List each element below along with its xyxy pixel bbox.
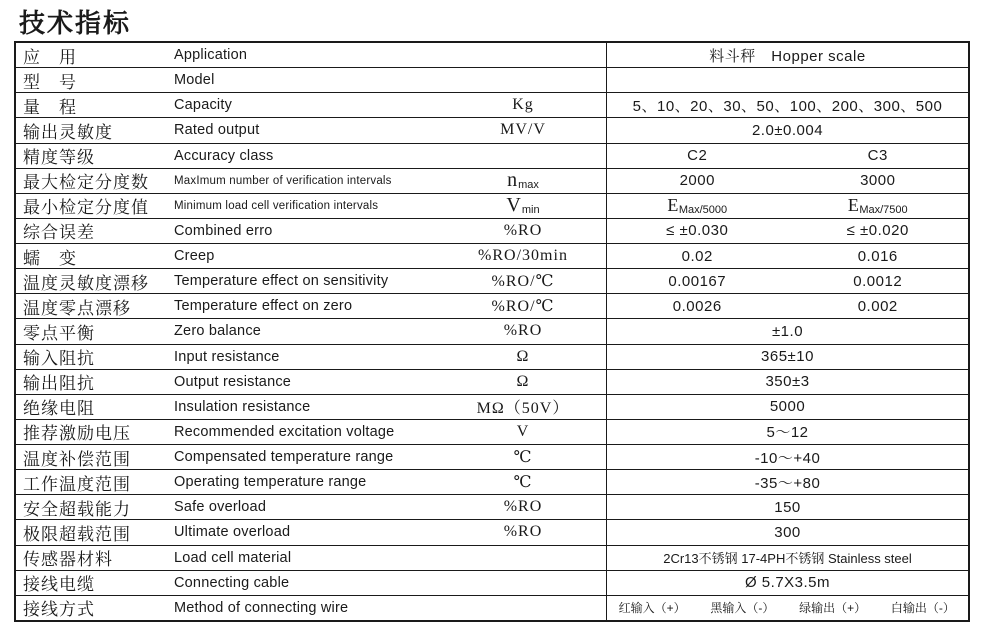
table-row-19 bbox=[16, 519, 968, 544]
table-row-10 bbox=[16, 293, 968, 318]
spec-name-en: MaxImum number of verification intervals bbox=[174, 174, 392, 187]
spec-name-en: Operating temperature range bbox=[174, 474, 367, 491]
spec-unit: ℃ bbox=[513, 474, 533, 492]
spec-name-cn: 输入阻抗 bbox=[23, 349, 95, 369]
table-row-11 bbox=[16, 318, 968, 343]
table-row-14 bbox=[16, 394, 968, 419]
value-cell: 0.00167 bbox=[668, 272, 727, 290]
table-row-8 bbox=[16, 243, 968, 268]
spec-unit: %RO bbox=[503, 498, 543, 516]
spec-unit bbox=[440, 194, 606, 218]
symbol-subscript: max bbox=[518, 178, 539, 191]
spec-unit: MΩ（50V） bbox=[476, 400, 570, 418]
table-row-17 bbox=[16, 469, 968, 494]
value-cell: 350±3 bbox=[765, 373, 810, 391]
spec-unit: %RO bbox=[503, 322, 543, 340]
spec-name-cn: 最小检定分度值 bbox=[23, 198, 149, 218]
spec-name-cn: 综合误差 bbox=[23, 223, 95, 243]
value-cell: 5000 bbox=[769, 398, 806, 416]
spec-name-en: Temperature effect on zero bbox=[174, 298, 353, 315]
table-row-12 bbox=[16, 344, 968, 369]
spec-table bbox=[14, 41, 970, 622]
spec-name-cn: 温度零点漂移 bbox=[23, 298, 131, 318]
spec-value-group bbox=[606, 571, 968, 595]
value-cell: 料斗秤 Hopper scale bbox=[709, 47, 866, 65]
spec-name-cn: 型 号 bbox=[23, 72, 77, 92]
value-cell: C3 bbox=[867, 147, 888, 165]
spec-name-en: Load cell material bbox=[174, 549, 292, 566]
spec-value-group bbox=[606, 420, 968, 444]
spec-name-en: Model bbox=[174, 72, 215, 89]
spec-name-en: Method of connecting wire bbox=[174, 599, 349, 616]
spec-unit: Ω bbox=[516, 347, 530, 365]
spec-value-group bbox=[606, 319, 968, 343]
value-cell: 0.002 bbox=[857, 297, 898, 315]
spec-name-cn: 工作温度范围 bbox=[23, 474, 131, 494]
value-cell bbox=[607, 194, 788, 218]
spec-value-group bbox=[606, 43, 968, 67]
spec-name-cn: 温度灵敏度漂移 bbox=[23, 273, 149, 293]
spec-name-cn: 安全超载能力 bbox=[23, 499, 131, 519]
table-row-18 bbox=[16, 494, 968, 519]
spec-unit: Ω bbox=[516, 372, 530, 390]
spec-unit bbox=[440, 596, 606, 620]
spec-name-cn: 应 用 bbox=[23, 47, 77, 67]
spec-name-cn: 精度等级 bbox=[23, 148, 95, 168]
value-cell: -10～+40 bbox=[754, 449, 821, 467]
spec-unit bbox=[440, 571, 606, 595]
value-cell: 黑输入（-） bbox=[710, 601, 775, 616]
value-cell: ±1.0 bbox=[771, 322, 804, 340]
spec-value-group bbox=[606, 546, 968, 570]
spec-name-en: Temperature effect on sensitivity bbox=[174, 273, 389, 290]
value-cell: 150 bbox=[774, 498, 801, 516]
table-row-13 bbox=[16, 369, 968, 394]
spec-name-cn: 输出阻抗 bbox=[23, 374, 95, 394]
spec-name-cn: 蠕 变 bbox=[23, 248, 77, 268]
spec-unit bbox=[440, 144, 606, 168]
spec-unit: MV/V bbox=[500, 121, 546, 139]
spec-name-cn: 输出灵敏度 bbox=[23, 122, 113, 142]
spec-name-en: Application bbox=[174, 47, 248, 64]
spec-unit: %RO/℃ bbox=[491, 298, 555, 316]
spec-name-en: Output resistance bbox=[174, 373, 292, 390]
value-cell: 2000 bbox=[679, 172, 715, 190]
spec-unit bbox=[440, 43, 606, 67]
value-cell: 0.016 bbox=[857, 247, 898, 265]
value-cell bbox=[607, 68, 968, 92]
spec-value-group bbox=[606, 445, 968, 469]
spec-value-group bbox=[606, 395, 968, 419]
symbol-main: n bbox=[507, 169, 519, 192]
table-row-9 bbox=[16, 268, 968, 293]
value-cell: ≤ ±0.030 bbox=[666, 222, 729, 240]
symbol-subscript: Max/7500 bbox=[859, 203, 908, 216]
spec-name-cn: 零点平衡 bbox=[23, 323, 95, 343]
spec-name-en: Insulation resistance bbox=[174, 398, 311, 415]
value-cell: 2.0±0.004 bbox=[751, 121, 824, 139]
value-cell: 365±10 bbox=[761, 348, 814, 366]
table-row-20 bbox=[16, 545, 968, 570]
spec-name-en: Compensated temperature range bbox=[174, 449, 394, 466]
spec-value-group bbox=[606, 345, 968, 369]
table-row-5 bbox=[16, 168, 968, 193]
spec-unit: %RO bbox=[503, 221, 543, 239]
value-cell: 红输入（+） bbox=[618, 601, 686, 616]
value-cell bbox=[788, 194, 969, 218]
value-cell: C2 bbox=[687, 147, 708, 165]
spec-value-group bbox=[606, 118, 968, 142]
table-row-1 bbox=[16, 67, 968, 92]
spec-name-en: Creep bbox=[174, 248, 215, 265]
page-title: 技术指标 bbox=[19, 9, 132, 39]
spec-name-cn: 量 程 bbox=[23, 97, 77, 117]
spec-name-en: Ultimate overload bbox=[174, 524, 291, 541]
spec-value-group bbox=[606, 219, 968, 243]
value-cell: 0.0012 bbox=[853, 272, 903, 290]
spec-value-group bbox=[606, 495, 968, 519]
value-cell: 2Cr13不锈钢 17-4PH不锈钢 Stainless steel bbox=[663, 551, 912, 567]
value-cell: 0.02 bbox=[681, 247, 713, 265]
value-cell: -35～+80 bbox=[754, 474, 821, 492]
spec-value-group bbox=[606, 596, 968, 620]
table-row-0 bbox=[16, 43, 968, 67]
spec-name-en: Minimum load cell verification intervals bbox=[174, 199, 379, 212]
spec-value-group bbox=[606, 194, 968, 218]
table-row-7 bbox=[16, 218, 968, 243]
spec-name-en: Input resistance bbox=[174, 348, 280, 365]
table-row-21 bbox=[16, 570, 968, 595]
symbol-main: E bbox=[847, 195, 860, 216]
spec-value-group bbox=[606, 370, 968, 394]
value-cell: Ø 5.7X3.5m bbox=[744, 574, 831, 592]
spec-name-en: Zero balance bbox=[174, 323, 262, 340]
spec-name-cn: 绝缘电阻 bbox=[23, 399, 95, 419]
value-cell: 白输出（-） bbox=[890, 601, 955, 616]
spec-unit bbox=[440, 546, 606, 570]
spec-value-group bbox=[606, 520, 968, 544]
spec-value-group bbox=[606, 68, 968, 92]
table-row-22 bbox=[16, 595, 968, 620]
symbol-subscript: Max/5000 bbox=[678, 203, 728, 216]
table-row-4 bbox=[16, 143, 968, 168]
spec-name-en: Rated output bbox=[174, 122, 260, 139]
spec-name-en: Connecting cable bbox=[174, 574, 290, 591]
table-row-15 bbox=[16, 419, 968, 444]
spec-name-cn: 极限超载范围 bbox=[23, 524, 131, 544]
symbol-main: E bbox=[667, 195, 679, 216]
spec-value-group bbox=[606, 269, 968, 293]
spec-value-group bbox=[606, 144, 968, 168]
spec-value-group bbox=[606, 470, 968, 494]
value-cell: 3000 bbox=[860, 172, 896, 190]
value-cell: 5、10、20、30、50、100、200、300、500 bbox=[632, 97, 943, 115]
table-row-3 bbox=[16, 117, 968, 142]
spec-unit: %RO/℃ bbox=[491, 273, 555, 291]
spec-value-group bbox=[606, 294, 968, 318]
spec-unit: %RO bbox=[503, 523, 543, 541]
spec-name-cn: 推荐激励电压 bbox=[23, 424, 131, 444]
spec-name-cn: 接线方式 bbox=[23, 600, 95, 620]
spec-value-group bbox=[606, 169, 968, 193]
table-row-16 bbox=[16, 444, 968, 469]
value-cell: 300 bbox=[774, 523, 801, 541]
spec-unit: ℃ bbox=[513, 449, 533, 467]
spec-name-cn: 温度补偿范围 bbox=[23, 449, 131, 469]
table-row-6 bbox=[16, 193, 968, 218]
spec-name-en: Recommended excitation voltage bbox=[174, 423, 395, 440]
value-cell: 5～12 bbox=[766, 424, 809, 442]
spec-name-cn: 传感器材料 bbox=[23, 550, 113, 570]
spec-unit: V bbox=[516, 422, 530, 440]
spec-name-cn: 最大检定分度数 bbox=[23, 173, 149, 193]
spec-unit bbox=[440, 68, 606, 92]
spec-unit bbox=[440, 169, 606, 193]
spec-name-cn: 接线电缆 bbox=[23, 575, 95, 595]
spec-unit: %RO/30min bbox=[478, 247, 568, 265]
value-cell: ≤ ±0.020 bbox=[846, 222, 909, 240]
spec-name-en: Combined erro bbox=[174, 222, 273, 239]
spec-name-en: Safe overload bbox=[174, 499, 267, 516]
spec-value-group bbox=[606, 93, 968, 117]
value-cell: 0.0026 bbox=[672, 297, 722, 315]
table-row-2 bbox=[16, 92, 968, 117]
spec-unit: Kg bbox=[512, 96, 534, 114]
spec-name-en: Accuracy class bbox=[174, 147, 274, 164]
value-cell: 绿输出（+） bbox=[799, 601, 867, 616]
spec-value-group bbox=[606, 244, 968, 268]
spec-name-en: Capacity bbox=[174, 97, 233, 114]
symbol-main: V bbox=[506, 194, 522, 217]
symbol-subscript: min bbox=[521, 203, 540, 216]
